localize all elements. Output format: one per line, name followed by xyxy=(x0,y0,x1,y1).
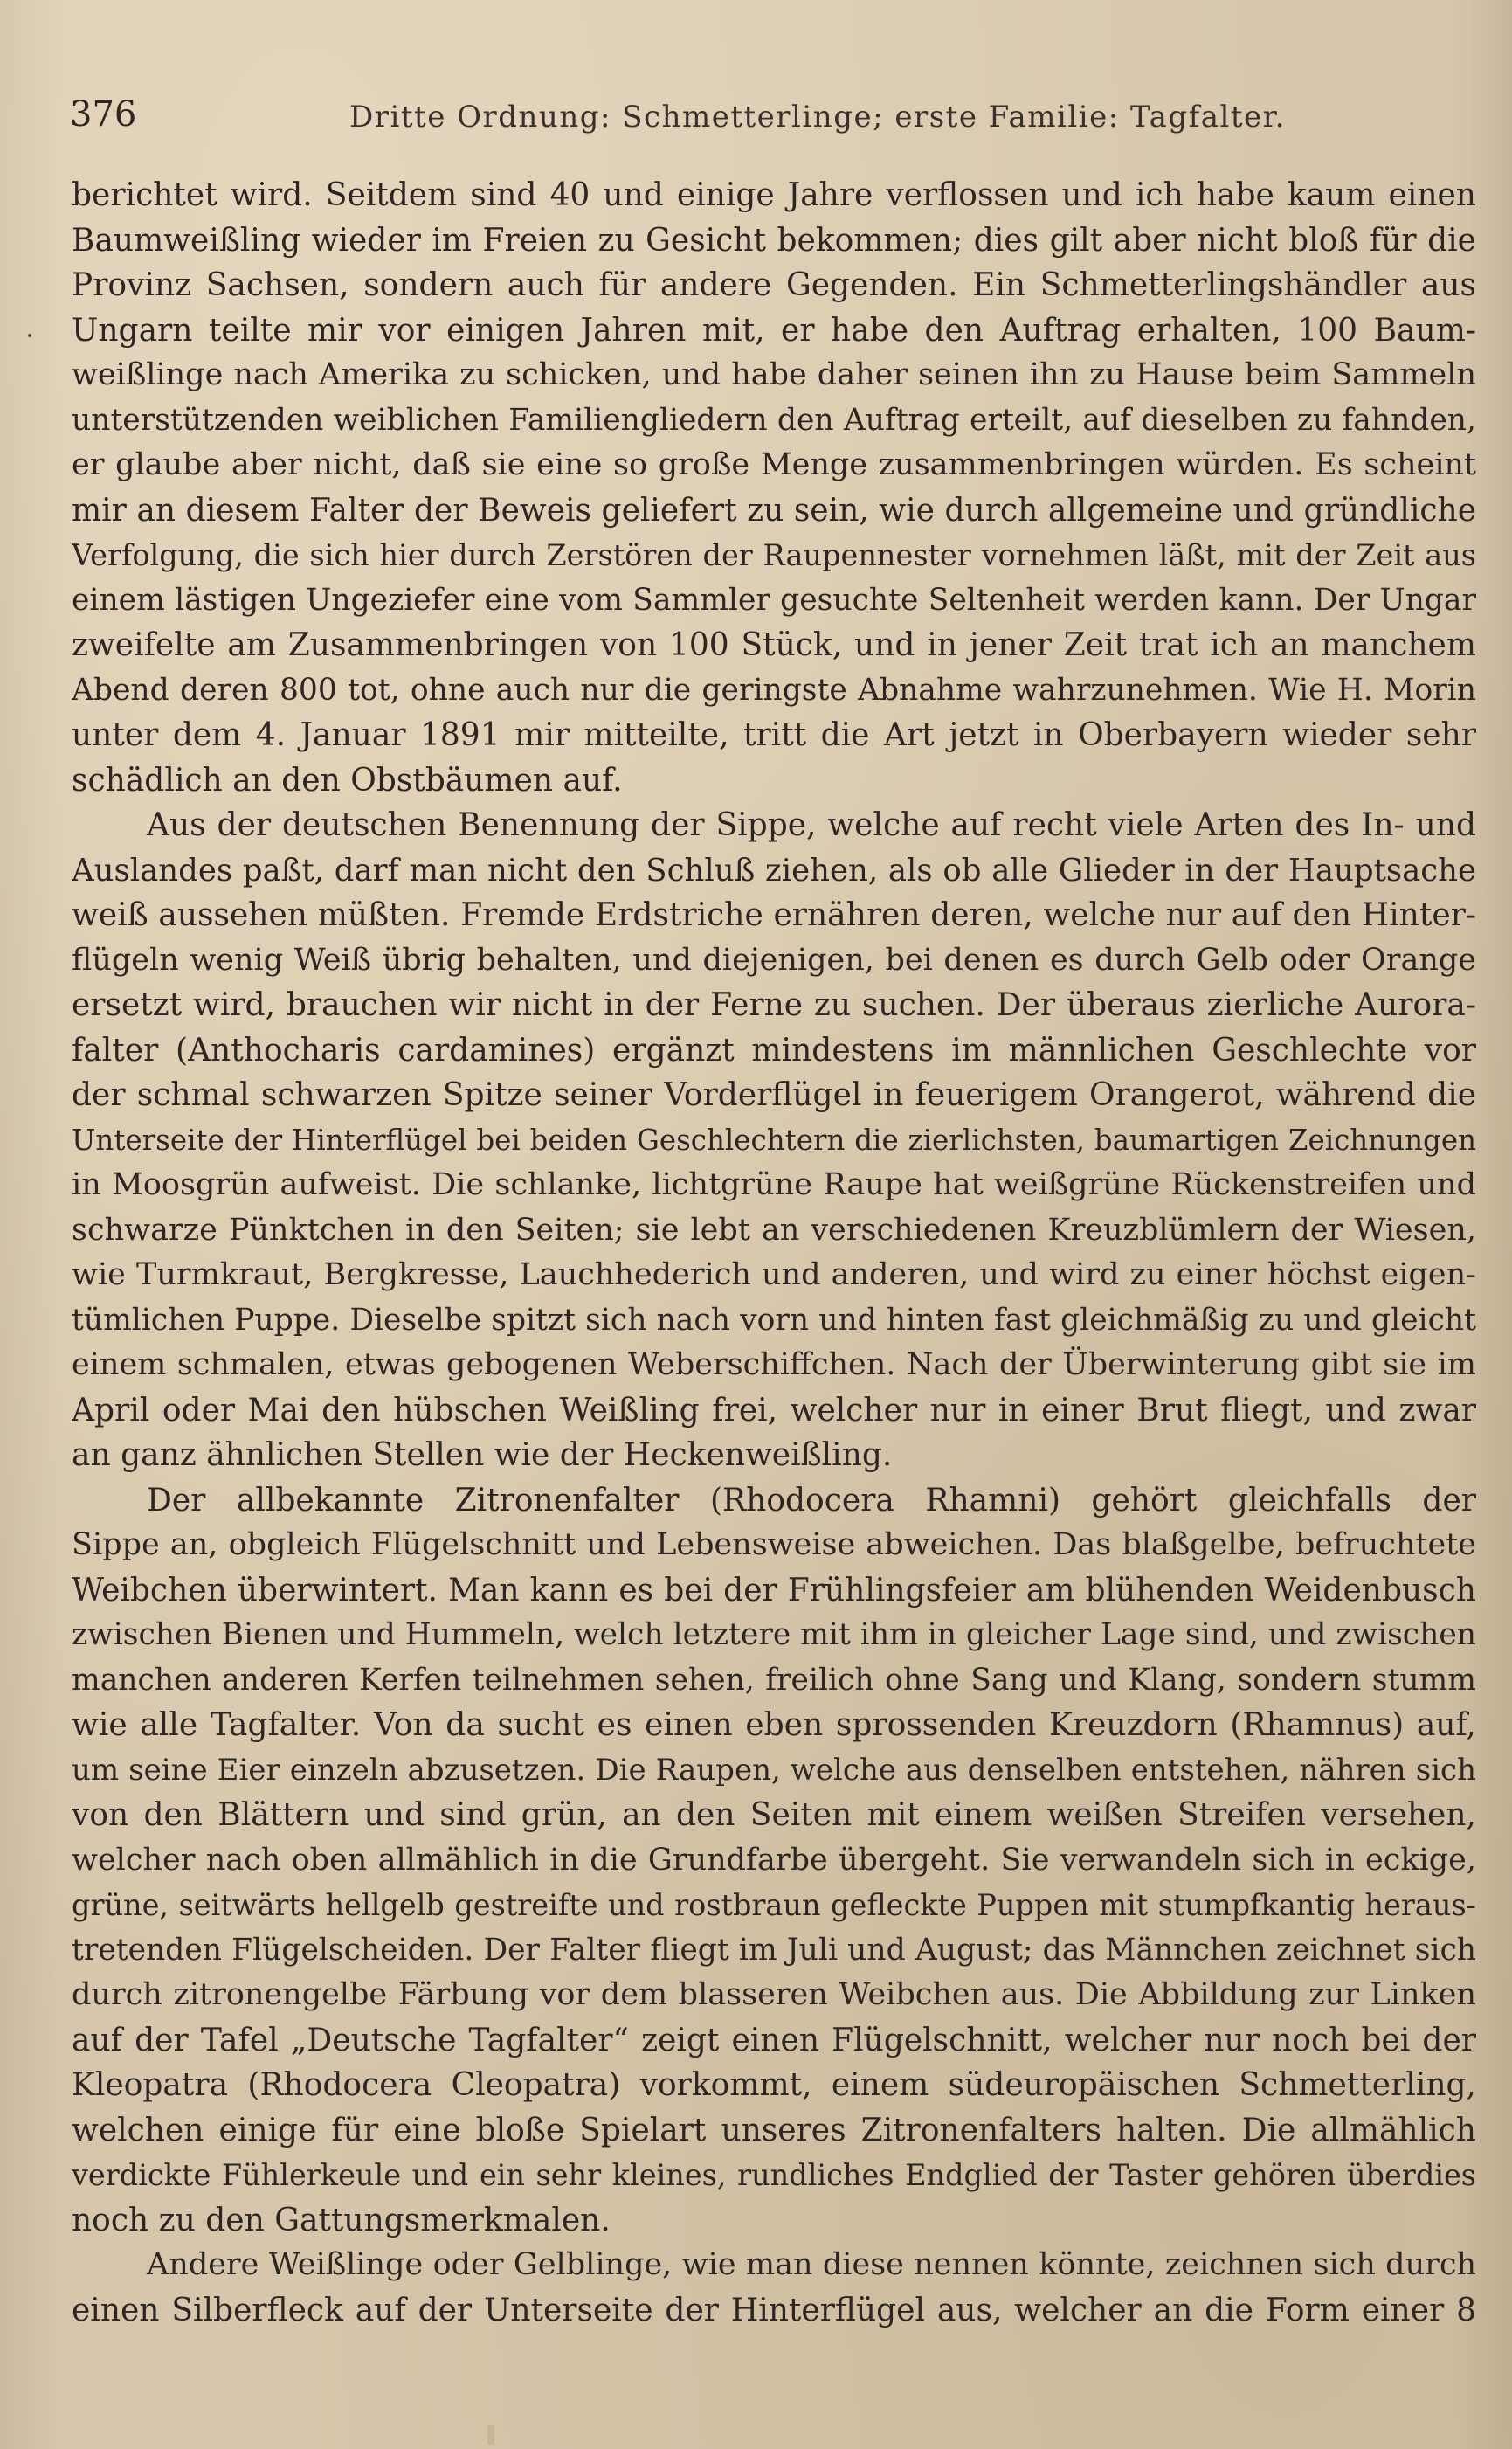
text-line: Abend deren 800 tot, ohne auch nur die geringste Abnahme wahrzunehmen. Wie H. Morin xyxy=(72,672,1476,708)
text-line: grüne, seitwärts hellgelb gestreifte und rostbraun gefleckte Puppen mit stumpfkantig heraus- xyxy=(72,1888,1476,1922)
text-line: schwarze Pünktchen in den Seiten; sie lebt an verschiedenen Kreuzblümlern der Wiesen, xyxy=(72,1212,1476,1248)
text-line: Unterseite der Hinterflügel bei beiden Geschlechtern die zierlichsten, baumartigen Zeichnungen xyxy=(72,1123,1476,1157)
text-line: berichtet wird. Seitdem sind 40 und einige Jahre verflossen und ich habe kaum einen xyxy=(72,177,1476,213)
text-line: noch zu den Gattungsmerkmalen. xyxy=(72,2202,611,2238)
text-line: in Moosgrün aufweist. Die schlanke, lichtgrüne Raupe hat weißgrüne Rückenstreifen und xyxy=(72,1167,1476,1202)
margin-dot xyxy=(28,334,31,337)
text-line: unter dem 4. Januar 1891 mir mitteilte, tritt die Art jetzt in Oberbayern wieder sehr xyxy=(72,717,1476,753)
text-line: Sippe an, obgleich Flügelschnitt und Lebensweise abweichen. Das blaßgelbe, befruchtete xyxy=(72,1527,1476,1562)
text-line: manchen anderen Kerfen teilnehmen sehen, freilich ohne Sang und Klang, sondern stumm xyxy=(72,1662,1476,1698)
text-line: zwischen Bienen und Hummeln, welch letztere mit ihm in gleicher Lage sind, und zwischen xyxy=(72,1617,1476,1652)
text-line: wie alle Tagfalter. Von da sucht es einen eben sprossenden Kreuzdorn (Rhamnus) auf, xyxy=(72,1707,1476,1743)
page-edge-mark xyxy=(487,2425,494,2445)
body-text xyxy=(72,173,1476,2333)
text-line: zweifelte am Zusammenbringen von 100 Stück, und in jener Zeit trat ich an manchem xyxy=(72,627,1476,663)
text-line: weißlinge nach Amerika zu schicken, und habe daher seinen ihn zu Hause beim Sammeln xyxy=(72,357,1476,392)
text-line: Weibchen überwintert. Man kann es bei der Frühlingsfeier am blühenden Weidenbusch xyxy=(72,1572,1476,1608)
text-line: Ungarn teilte mir vor einigen Jahren mit, er habe den Auftrag erhalten, 100 Baum- xyxy=(72,312,1476,349)
text-line: mir an diesem Falter der Beweis geliefert zu sein, wie durch allgemeine und gründliche xyxy=(72,492,1476,529)
text-line: ersetzt wird, brauchen wir nicht in der Ferne zu suchen. Der überaus zierliche Aurora- xyxy=(72,987,1476,1023)
text-line: tümlichen Puppe. Dieselbe spitzt sich nach vorn und hinten fast gleichmäßig zu und gleicht xyxy=(72,1302,1476,1338)
running-head: Dritte Ordnung: Schmetterlinge; erste Familie: Tagfalter. xyxy=(349,100,1286,135)
text-line: einem schmalen, etwas gebogenen Weberschiffchen. Nach der Überwinterung gibt sie im xyxy=(72,1347,1476,1382)
text-line: an ganz ähnlichen Stellen wie der Heckenweißling. xyxy=(72,1437,893,1473)
text-line: schädlich an den Obstbäumen auf. xyxy=(72,762,623,799)
text-line: einen Silberfleck auf der Unterseite der Hinterflügel aus, welcher an die Form einer 8 xyxy=(72,2292,1476,2328)
page-number: 376 xyxy=(70,94,137,135)
text-line: falter (Anthocharis cardamines) ergänzt mindestens im männlichen Geschlechte vor xyxy=(72,1032,1476,1069)
text-line: welcher nach oben allmählich in die Grundfarbe übergeht. Sie verwandeln sich in eckige, xyxy=(72,1842,1476,1878)
text-line: Provinz Sachsen, sondern auch für andere Gegenden. Ein Schmetterlingshändler aus xyxy=(72,267,1476,303)
text-line: Aus der deutschen Benennung der Sippe, welche auf recht viele Arten des In- und xyxy=(147,807,1476,843)
text-line: April oder Mai den hübschen Weißling frei, welcher nur in einer Brut fliegt, und zwar xyxy=(72,1392,1476,1429)
text-line: der schmal schwarzen Spitze seiner Vorderflügel in feuerigem Orangerot, während die xyxy=(72,1077,1476,1113)
text-line: auf der Tafel „Deutsche Tagfalter“ zeigt einen Flügelschnitt, welcher nur noch bei der xyxy=(72,2022,1476,2058)
text-line: weiß aussehen müßten. Fremde Erdstriche ernähren deren, welche nur auf den Hinter- xyxy=(72,897,1476,933)
text-line: welchen einige für eine bloße Spielart unseres Zitronenfalters halten. Die allmählich xyxy=(72,2112,1476,2148)
text-line: unterstützenden weiblichen Familiengliedern den Auftrag erteilt, auf dieselben zu fahnden, xyxy=(72,402,1476,438)
text-line: Kleopatra (Rhodocera Cleopatra) vorkommt, einem südeuropäischen Schmetterling, xyxy=(72,2067,1476,2103)
text-line: Auslandes paßt, darf man nicht den Schluß ziehen, als ob alle Glieder in der Hauptsache xyxy=(72,852,1476,889)
text-line: Verfolgung, die sich hier durch Zerstören der Raupennester vornehmen läßt, mit der Zeit aus xyxy=(72,538,1476,572)
text-line: verdickte Fühlerkeule und ein sehr kleines, rundliches Endglied der Taster gehören überdies xyxy=(72,2158,1476,2192)
text-line: Der allbekannte Zitronenfalter (Rhodocera Rhamni) gehört gleichfalls der xyxy=(147,1482,1476,1519)
text-line: um seine Eier einzeln abzusetzen. Die Raupen, welche aus denselben entstehen, nähren sich xyxy=(72,1752,1476,1788)
text-line: einem lästigen Ungeziefer eine vom Sammler gesuchte Seltenheit werden kann. Der Ungar xyxy=(72,582,1476,618)
text-line: von den Blättern und sind grün, an den Seiten mit einem weißen Streifen versehen, xyxy=(72,1797,1476,1833)
text-line: flügeln wenig Weiß übrig behalten, und diejenigen, bei denen es durch Gelb oder Orange xyxy=(72,942,1476,978)
text-line: wie Turmkraut, Bergkresse, Lauchhederich und anderen, und wird zu einer höchst eigen- xyxy=(72,1257,1476,1292)
text-line: Baumweißling wieder im Freien zu Gesicht bekommen; dies gilt aber nicht bloß für die xyxy=(72,222,1476,259)
text-line: durch zitronengelbe Färbung vor dem blasseren Weibchen aus. Die Abbildung zur Linken xyxy=(72,1977,1476,2012)
text-line: tretenden Flügelscheiden. Der Falter fliegt im Juli und August; das Männchen zeichnet sich xyxy=(72,1932,1476,1968)
text-line: er glaube aber nicht, daß sie eine so große Menge zusammenbringen würden. Es scheint xyxy=(72,447,1476,482)
text-line: Andere Weißlinge oder Gelblinge, wie man diese nennen könnte, zeichnen sich durch xyxy=(147,2247,1476,2282)
page-header xyxy=(70,94,1477,140)
